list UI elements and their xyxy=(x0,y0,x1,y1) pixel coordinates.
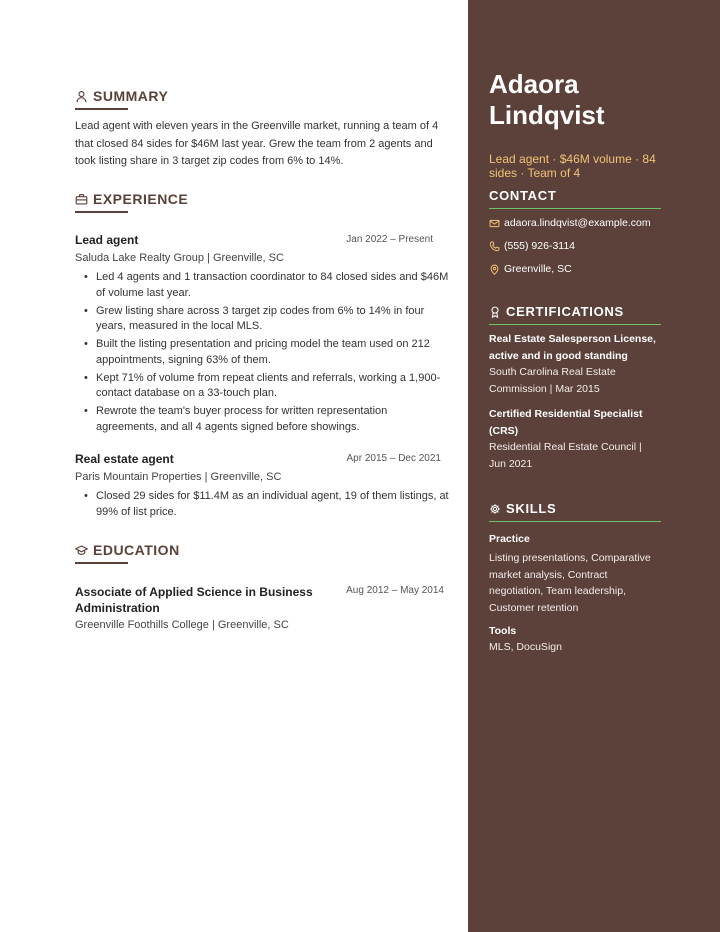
summary-heading xyxy=(75,88,450,104)
job-title: Lead agent xyxy=(75,233,139,247)
experience-heading-rule xyxy=(75,211,128,213)
contact-phone[interactable] xyxy=(489,240,661,252)
list-item: • Rewrote the team's buyer process for written representation agreements, and all 4 agents signed before showings. xyxy=(96,404,450,435)
contact-heading xyxy=(489,188,661,203)
education-entry xyxy=(75,584,450,631)
job-dates: Jan 2022 – Present xyxy=(346,234,433,245)
degree-title: Associate of Applied Science in Business Administration xyxy=(75,585,313,615)
contact-location xyxy=(489,263,661,275)
contact-heading-rule xyxy=(489,208,661,209)
experience-heading xyxy=(75,191,450,207)
graduation-cap-icon xyxy=(75,544,88,557)
job-entry xyxy=(75,233,450,438)
summary-section xyxy=(75,88,450,171)
skills-heading-text: SKILLS xyxy=(506,501,557,516)
map-pin-icon xyxy=(489,264,500,275)
first-name: Adaora xyxy=(489,69,579,99)
job-title: Real estate agent xyxy=(75,452,174,466)
certification-name: Certified Residential Specialist (CRS) xyxy=(489,408,643,437)
skills-heading xyxy=(489,501,661,516)
gear-icon xyxy=(489,503,501,515)
job-dates: Apr 2015 – Dec 2021 xyxy=(346,453,441,464)
certifications-heading xyxy=(489,304,661,319)
skills-heading-rule xyxy=(489,521,661,522)
summary-text: Lead agent with eleven years in the Greenville market, running a team of 4 that closed 84 sides for $46M last year. Grew the team from 2 agents and took listing share in 3 target zip codes from 6% to 14%. xyxy=(75,120,439,167)
list-item: • Led 4 agents and 1 transaction coordinator to 84 closed sides and $46M of volume last year. xyxy=(96,270,450,301)
summary-heading-text: SUMMARY xyxy=(93,88,169,104)
contact-email-text[interactable]: adaora.lindqvist@example.com xyxy=(504,217,651,229)
certification-issuer: Residential Real Estate Council | Jun 2021 xyxy=(489,441,642,470)
education-heading-rule xyxy=(75,562,128,564)
sidebar xyxy=(468,0,720,932)
job-bullets xyxy=(75,489,450,520)
skills-section xyxy=(489,501,661,656)
skill-category: Practice xyxy=(489,533,530,545)
experience-section xyxy=(75,191,450,213)
experience-heading-text: EXPERIENCE xyxy=(93,191,189,207)
school-name: Greenville Foothills College | Greenville, SC xyxy=(75,619,289,631)
list-item: • Built the listing presentation and pricing model the team used on 212 appointments, signing 63% of them. xyxy=(96,337,450,368)
education-section xyxy=(75,542,450,564)
contact-section xyxy=(489,188,661,275)
contact-email[interactable] xyxy=(489,217,661,229)
skill-group xyxy=(489,533,661,616)
certification-entry xyxy=(489,331,661,397)
envelope-icon xyxy=(489,218,500,229)
job-company: Saluda Lake Realty Group | Greenville, SC xyxy=(75,252,284,264)
skill-category: Tools xyxy=(489,625,517,637)
phone-icon xyxy=(489,241,500,252)
education-heading-text: EDUCATION xyxy=(93,542,180,558)
skill-items: Listing presentations, Comparative market analysis, Contract negotiation, Team leadership, Customer retention xyxy=(489,552,651,614)
tagline: Lead agent · $46M volume · 84 sides · Team of 4 xyxy=(489,152,656,180)
job-company: Paris Mountain Properties | Greenville, SC xyxy=(75,471,282,483)
skill-group xyxy=(489,625,661,656)
contact-location-text: Greenville, SC xyxy=(504,263,572,275)
last-name: Lindqvist xyxy=(489,100,605,130)
contact-phone-text[interactable]: (555) 926-3114 xyxy=(504,240,576,252)
certification-entry xyxy=(489,406,661,472)
certification-issuer: South Carolina Real Estate Commission | Mar 2015 xyxy=(489,366,616,395)
briefcase-icon xyxy=(75,193,88,206)
person-icon xyxy=(75,90,88,103)
list-item: • Grew listing share across 3 target zip codes from 6% to 14% in four years, measured in the local MLS. xyxy=(96,304,450,335)
certifications-heading-rule xyxy=(489,324,661,325)
education-dates: Aug 2012 – May 2014 xyxy=(346,585,444,596)
list-item: • Closed 29 sides for $11.4M as an individual agent, 19 of them listings, at 99% of list price. xyxy=(96,489,450,520)
certifications-section xyxy=(489,304,661,472)
education-heading xyxy=(75,542,450,558)
list-item: • Kept 71% of volume from repeat clients and referrals, working a 1,900-contact database on a 33-touch plan. xyxy=(96,371,450,402)
certification-name: Real Estate Salesperson License, active and in good standing xyxy=(489,333,656,362)
job-bullets xyxy=(75,270,450,435)
summary-heading-rule xyxy=(75,108,128,110)
award-icon xyxy=(489,306,501,318)
contact-heading-text: CONTACT xyxy=(489,188,557,203)
profile-header xyxy=(489,69,661,180)
skill-items: MLS, DocuSign xyxy=(489,641,562,653)
job-entry xyxy=(75,452,450,523)
certifications-heading-text: CERTIFICATIONS xyxy=(506,304,624,319)
